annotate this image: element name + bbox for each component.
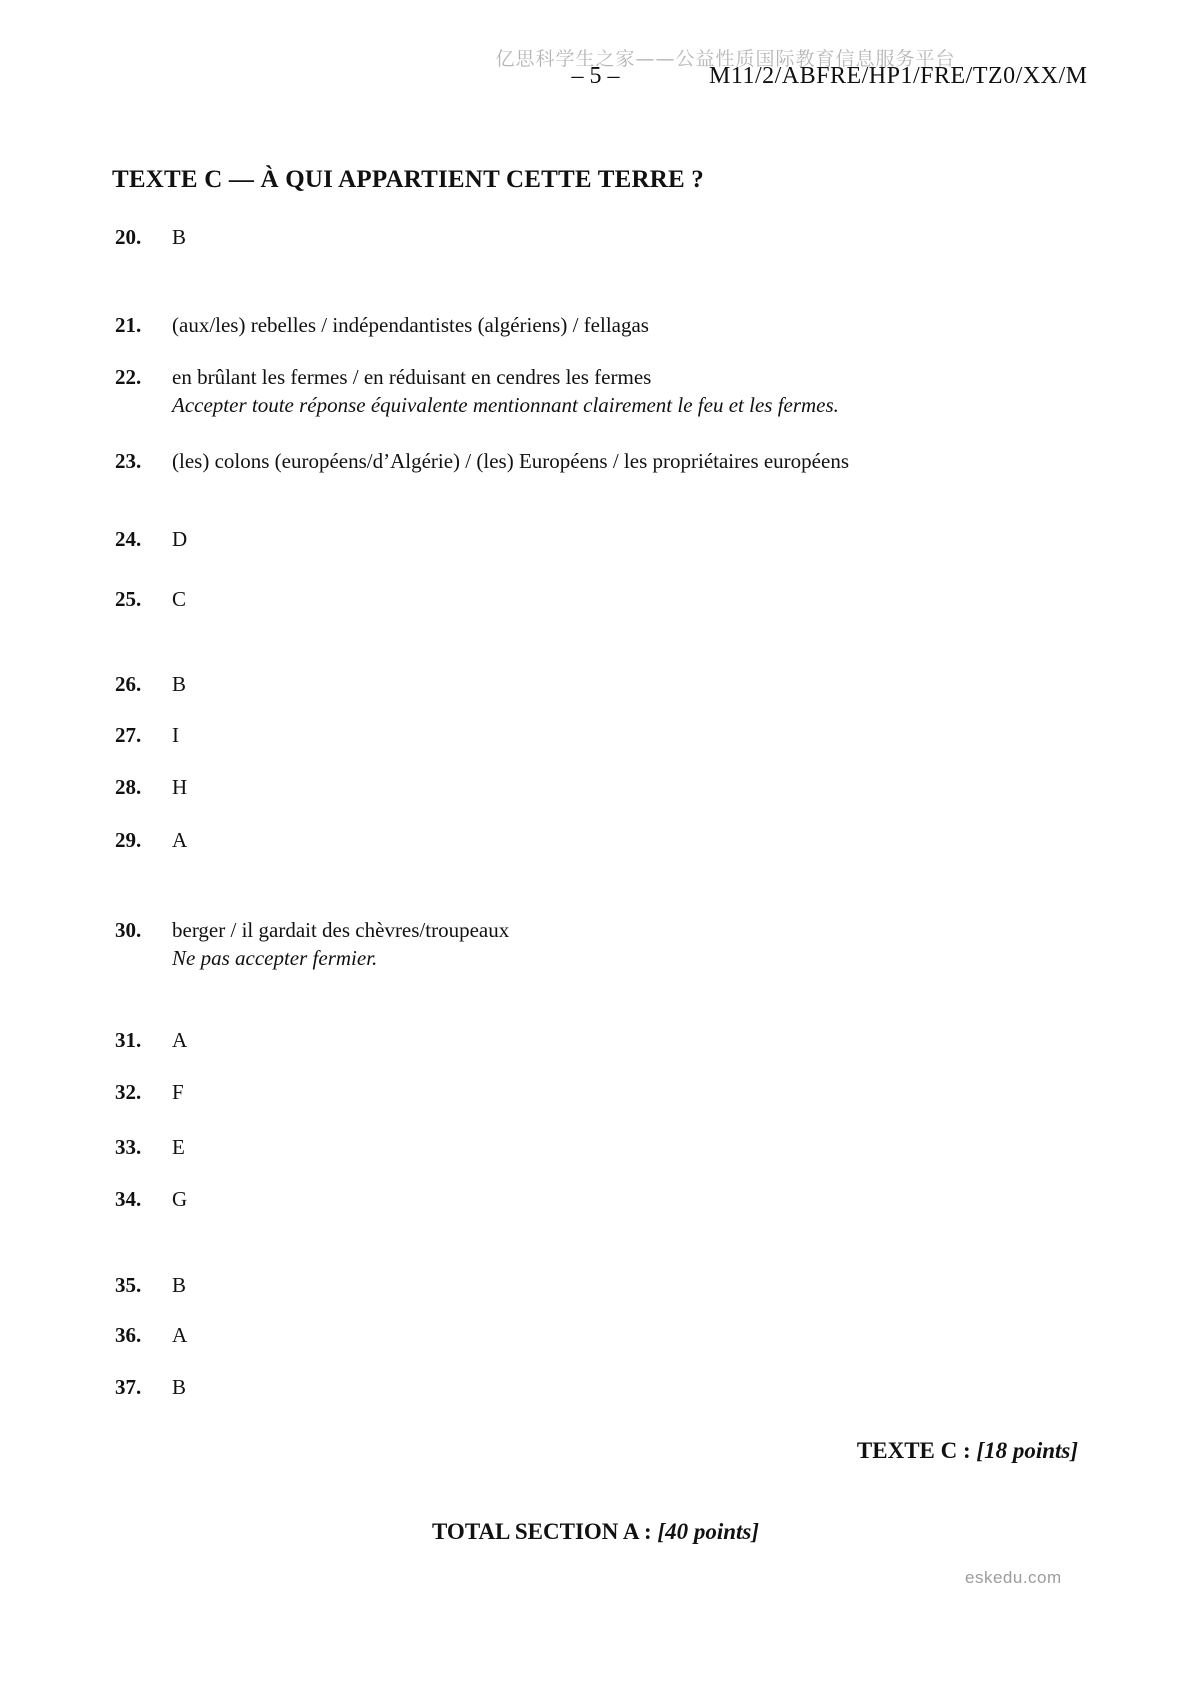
answer-item-35 <box>115 1271 1101 1299</box>
answer-text <box>172 363 1101 419</box>
answer-item-28 <box>115 773 1101 801</box>
answer-text: A <box>172 1323 188 1347</box>
answer-number: 20. <box>115 225 142 249</box>
bottom-watermark: eskedu.com <box>965 1568 1062 1587</box>
answer-item-32 <box>115 1078 1101 1106</box>
answer-number: 32. <box>115 1080 142 1104</box>
answer-item-34 <box>115 1185 1101 1213</box>
answer-number: 26. <box>115 672 142 696</box>
answer-number: 36. <box>115 1323 142 1347</box>
answer-note: Ne pas accepter fermier. <box>172 946 378 970</box>
answer-main: berger / il gardait des chèvres/troupeaux <box>172 918 510 942</box>
section-a-total-label: TOTAL SECTION A : <box>432 1519 652 1544</box>
answer-text: B <box>172 1375 187 1399</box>
section-a-total <box>0 1519 1191 1545</box>
answer-number: 29. <box>115 828 142 852</box>
page-number: – 5 – <box>571 63 620 89</box>
answer-text: (aux/les) rebelles / indépendantistes (algériens) / fellagas <box>172 313 649 337</box>
answer-item-22 <box>115 363 1101 419</box>
answer-number: 25. <box>115 587 142 611</box>
answer-number: 30. <box>115 918 142 942</box>
answer-text: B <box>172 225 187 249</box>
answer-number: 24. <box>115 527 142 551</box>
answer-note: Accepter toute réponse équivalente mentionnant clairement le feu et les fermes. <box>172 393 839 417</box>
answer-text: B <box>172 1273 187 1297</box>
answer-item-25 <box>115 585 1101 613</box>
answer-item-20 <box>115 223 1101 251</box>
answer-item-31 <box>115 1026 1101 1054</box>
section-a-total-points: [40 points] <box>657 1519 759 1544</box>
answer-item-30 <box>115 916 1101 972</box>
answer-item-23 <box>115 447 1101 475</box>
answer-text: A <box>172 828 188 852</box>
answer-number: 23. <box>115 449 142 473</box>
answer-text: H <box>172 775 188 799</box>
answer-text: E <box>172 1135 185 1159</box>
answer-text <box>172 916 1101 972</box>
top-watermark: 亿思科学生之家——公益性质国际教育信息服务平台 <box>495 48 956 70</box>
answer-item-26 <box>115 670 1101 698</box>
answer-number: 34. <box>115 1187 142 1211</box>
answer-item-37 <box>115 1373 1101 1401</box>
answer-text: I <box>172 723 179 747</box>
answer-number: 35. <box>115 1273 142 1297</box>
answer-text: F <box>172 1080 184 1104</box>
answer-number: 22. <box>115 365 142 389</box>
answer-item-36 <box>115 1321 1101 1349</box>
answer-number: 27. <box>115 723 142 747</box>
answer-text: (les) colons (européens/d’Algérie) / (les) Européens / les propriétaires européens <box>172 449 849 473</box>
answer-number: 33. <box>115 1135 142 1159</box>
answer-text: G <box>172 1187 188 1211</box>
answer-item-33 <box>115 1133 1101 1161</box>
answer-number: 37. <box>115 1375 142 1399</box>
answer-number: 21. <box>115 313 142 337</box>
answer-text: B <box>172 672 187 696</box>
answer-item-29 <box>115 826 1101 854</box>
texte-c-total <box>857 1438 1078 1464</box>
answer-text: D <box>172 527 188 551</box>
section-title: TEXTE C — À QUI APPARTIENT CETTE TERRE ? <box>112 166 704 193</box>
answer-number: 28. <box>115 775 142 799</box>
answer-item-24 <box>115 525 1101 553</box>
answer-item-21 <box>115 311 1101 339</box>
answer-text: A <box>172 1028 188 1052</box>
texte-c-total-points: [18 points] <box>976 1438 1078 1463</box>
texte-c-total-label: TEXTE C : <box>856 1438 971 1463</box>
answer-text: C <box>172 587 187 611</box>
answer-main: en brûlant les fermes / en réduisant en cendres les fermes <box>172 365 652 389</box>
answer-number: 31. <box>115 1028 142 1052</box>
answer-item-27 <box>115 721 1101 749</box>
exam-code: M11/2/ABFRE/HP1/FRE/TZ0/XX/M <box>709 63 1088 89</box>
